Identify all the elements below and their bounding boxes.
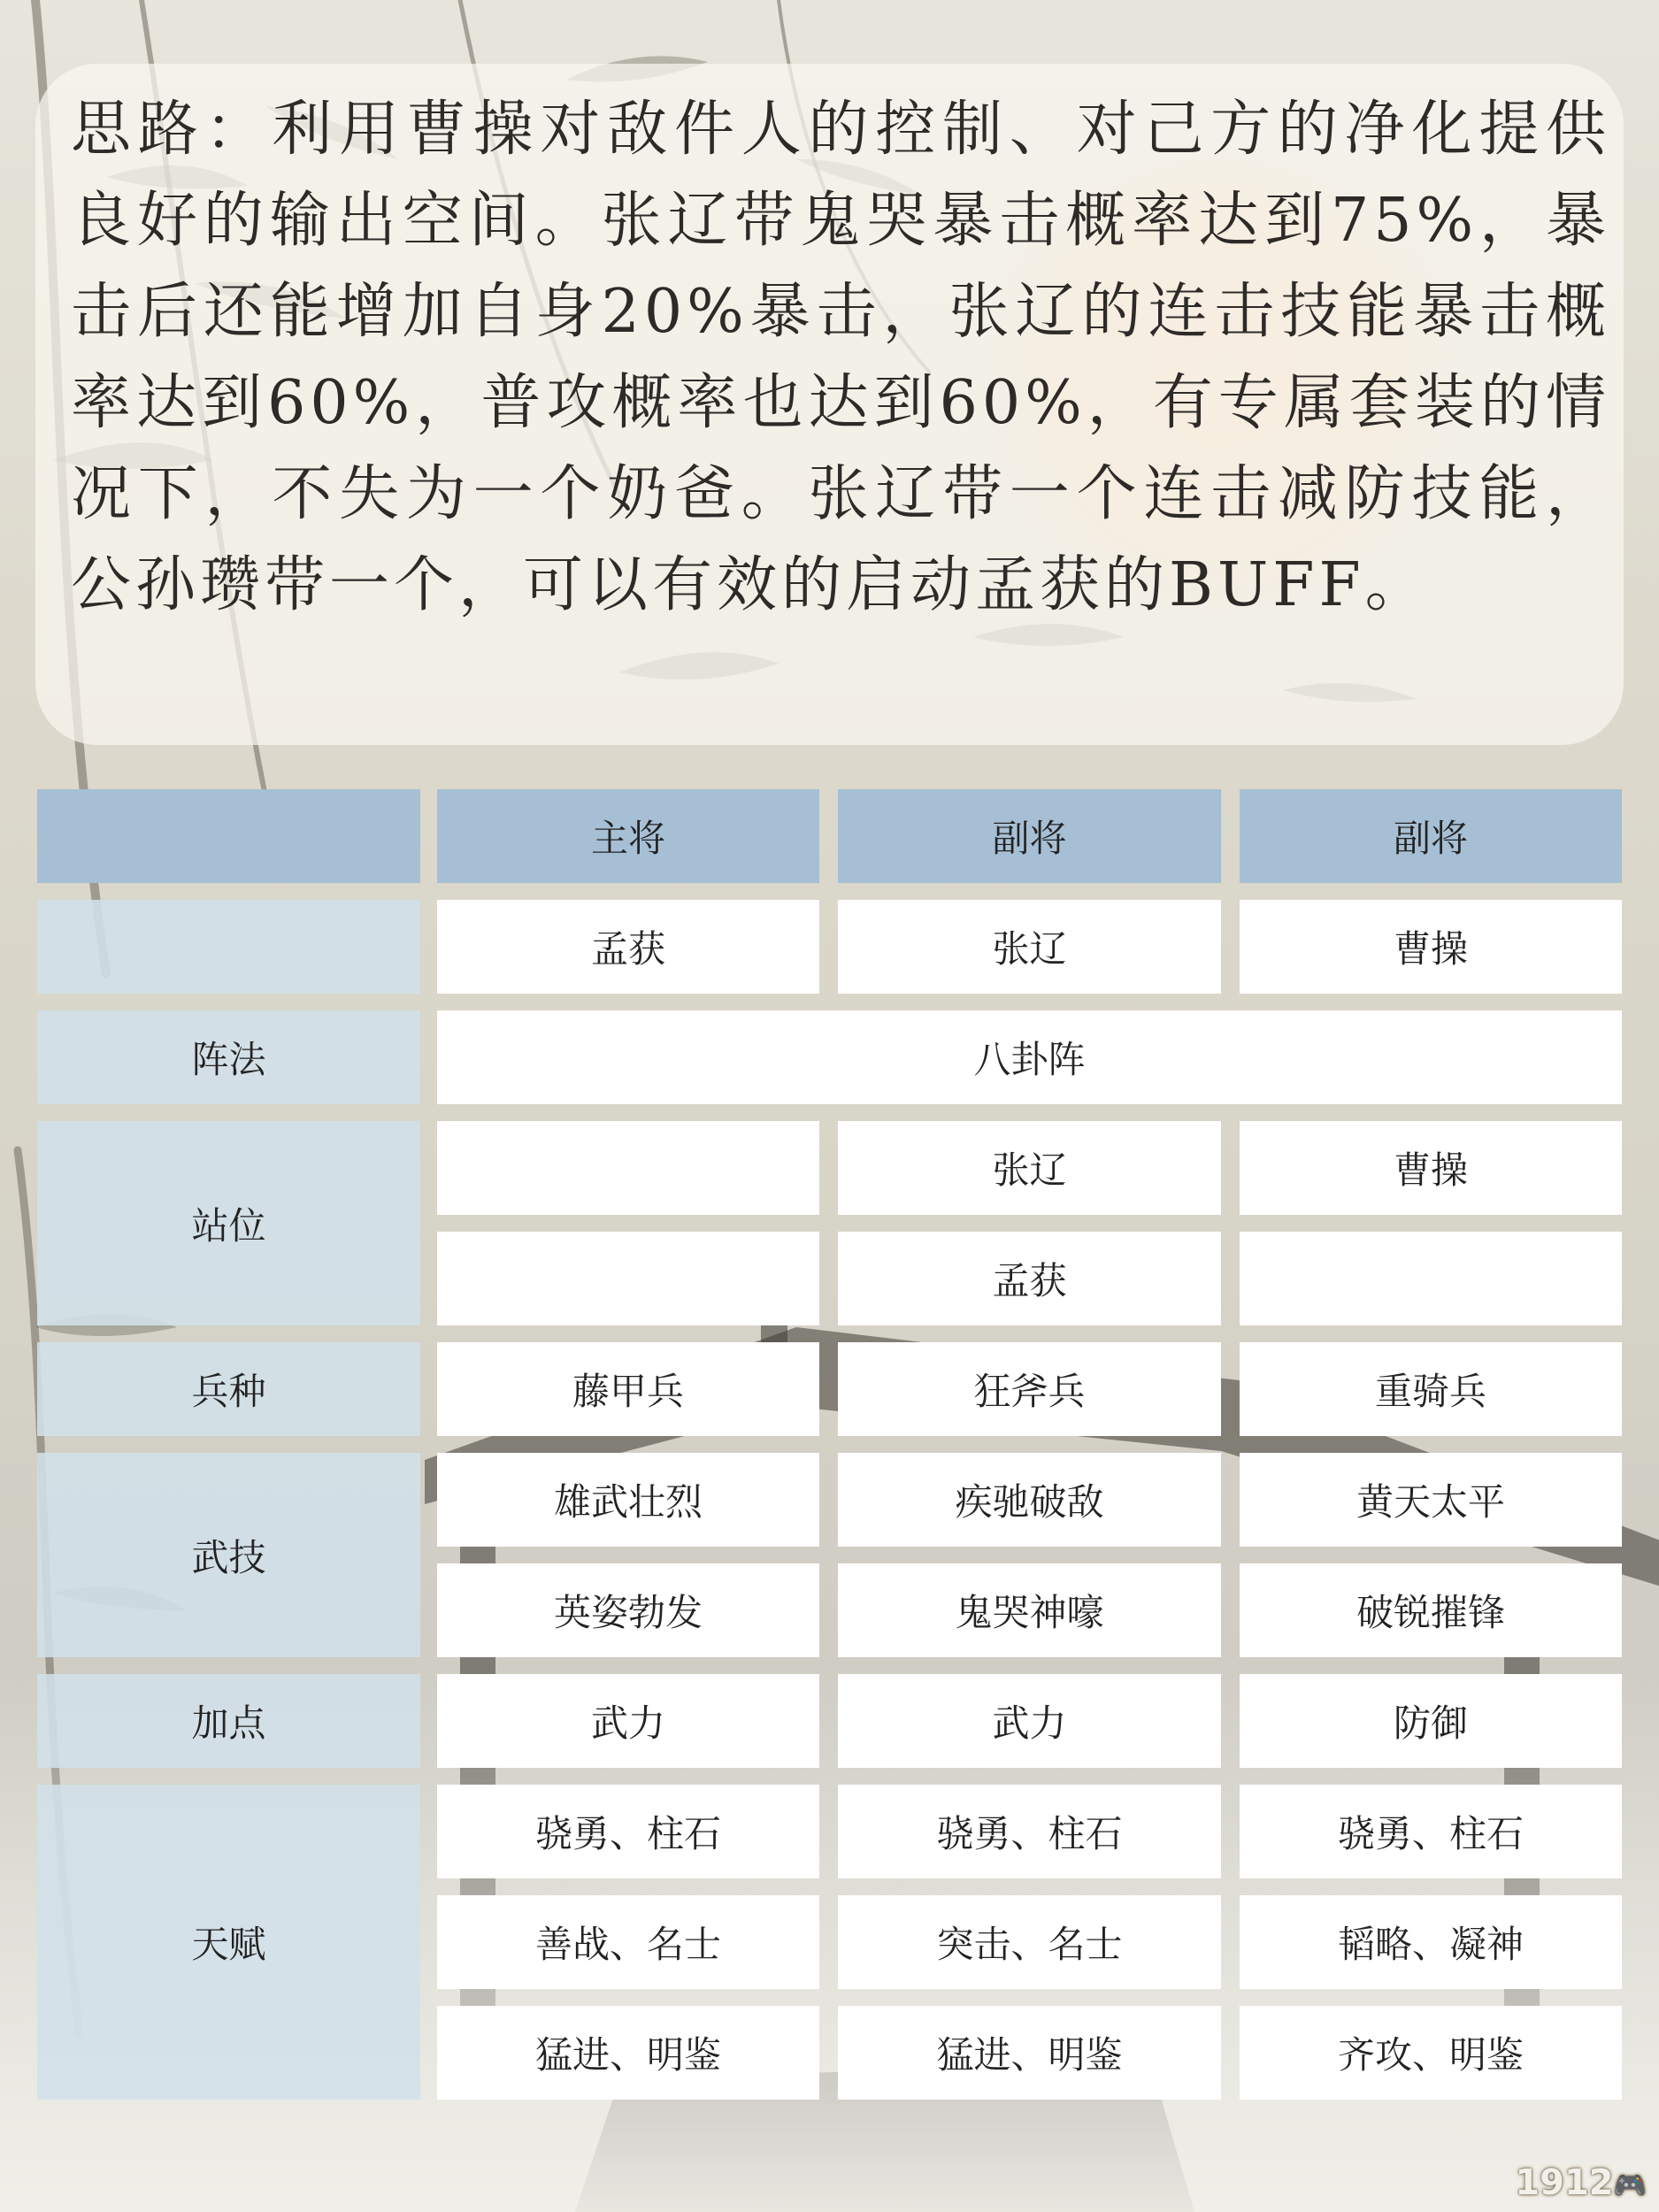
- position-cell: [437, 1121, 819, 1215]
- site-logo: [1515, 2162, 1647, 2203]
- header-blank: [37, 789, 420, 883]
- points-label: 加点: [37, 1674, 420, 1768]
- troop-cell: 重骑兵: [1240, 1342, 1622, 1436]
- talent-cell: 善战、名士: [437, 1895, 819, 1989]
- header-main-general: 主将: [437, 789, 819, 883]
- header-deputy-general-2: 副将: [1240, 789, 1622, 883]
- position-cell: [1240, 1232, 1622, 1325]
- position-cell: 张辽: [838, 1121, 1221, 1215]
- formation-value: 八卦阵: [437, 1010, 1622, 1104]
- talents-label: 天赋: [37, 1785, 420, 2100]
- position-cell: 曹操: [1240, 1121, 1622, 1215]
- gamepad-icon: 🎮: [1613, 2170, 1647, 2201]
- talent-cell: 突击、名士: [838, 1895, 1221, 1989]
- position-cell: [437, 1232, 819, 1325]
- talent-cell: 韬略、凝神: [1240, 1895, 1622, 1989]
- troop-cell: 狂斧兵: [838, 1342, 1221, 1436]
- general-cell: 孟获: [437, 900, 819, 994]
- skill-cell: 疾驰破敌: [838, 1453, 1221, 1547]
- talent-cell: 齐攻、明鉴: [1240, 2006, 1622, 2100]
- skill-cell: 英姿勃发: [437, 1563, 819, 1657]
- talent-cell: 猛进、明鉴: [838, 2006, 1221, 2100]
- talent-cell: 骁勇、柱石: [1240, 1785, 1622, 1878]
- position-cell: 孟获: [838, 1232, 1221, 1325]
- skill-cell: 鬼哭神嚎: [838, 1563, 1221, 1657]
- skills-label: 武技: [37, 1453, 420, 1657]
- general-cell: 曹操: [1240, 900, 1622, 994]
- general-cell: 张辽: [838, 900, 1221, 994]
- points-cell: 武力: [838, 1674, 1221, 1768]
- talent-cell: 骁勇、柱石: [838, 1785, 1221, 1878]
- skill-cell: 雄武壮烈: [437, 1453, 819, 1547]
- strategy-description: 思路：利用曹操对敌件人的控制、对己方的净化提供良好的输出空间。张辽带鬼哭暴击概率达到75%，暴击后还能增加自身20%暴击，张辽的连击技能暴击概率达到60%，普攻概率也达到60%，有专属套装的情况下，不失为一个奶爸。张辽带一个连击减防技能，公孙瓒带一个，可以有效的启动孟获的BUFF。: [71, 95, 1610, 620]
- skill-cell: 黄天太平: [1240, 1453, 1622, 1547]
- header-deputy-general-1: 副将: [838, 789, 1221, 883]
- troop-cell: 藤甲兵: [437, 1342, 819, 1436]
- logo-text: 1912: [1515, 2162, 1614, 2203]
- points-cell: 防御: [1240, 1674, 1622, 1768]
- talent-cell: 猛进、明鉴: [437, 2006, 819, 2100]
- formation-label: 阵法: [37, 1010, 420, 1104]
- talent-cell: 骁勇、柱石: [437, 1785, 819, 1878]
- generals-label: [37, 900, 420, 994]
- position-label: 站位: [37, 1121, 420, 1325]
- points-cell: 武力: [437, 1674, 819, 1768]
- skill-cell: 破锐摧锋: [1240, 1563, 1622, 1657]
- troops-label: 兵种: [37, 1342, 420, 1436]
